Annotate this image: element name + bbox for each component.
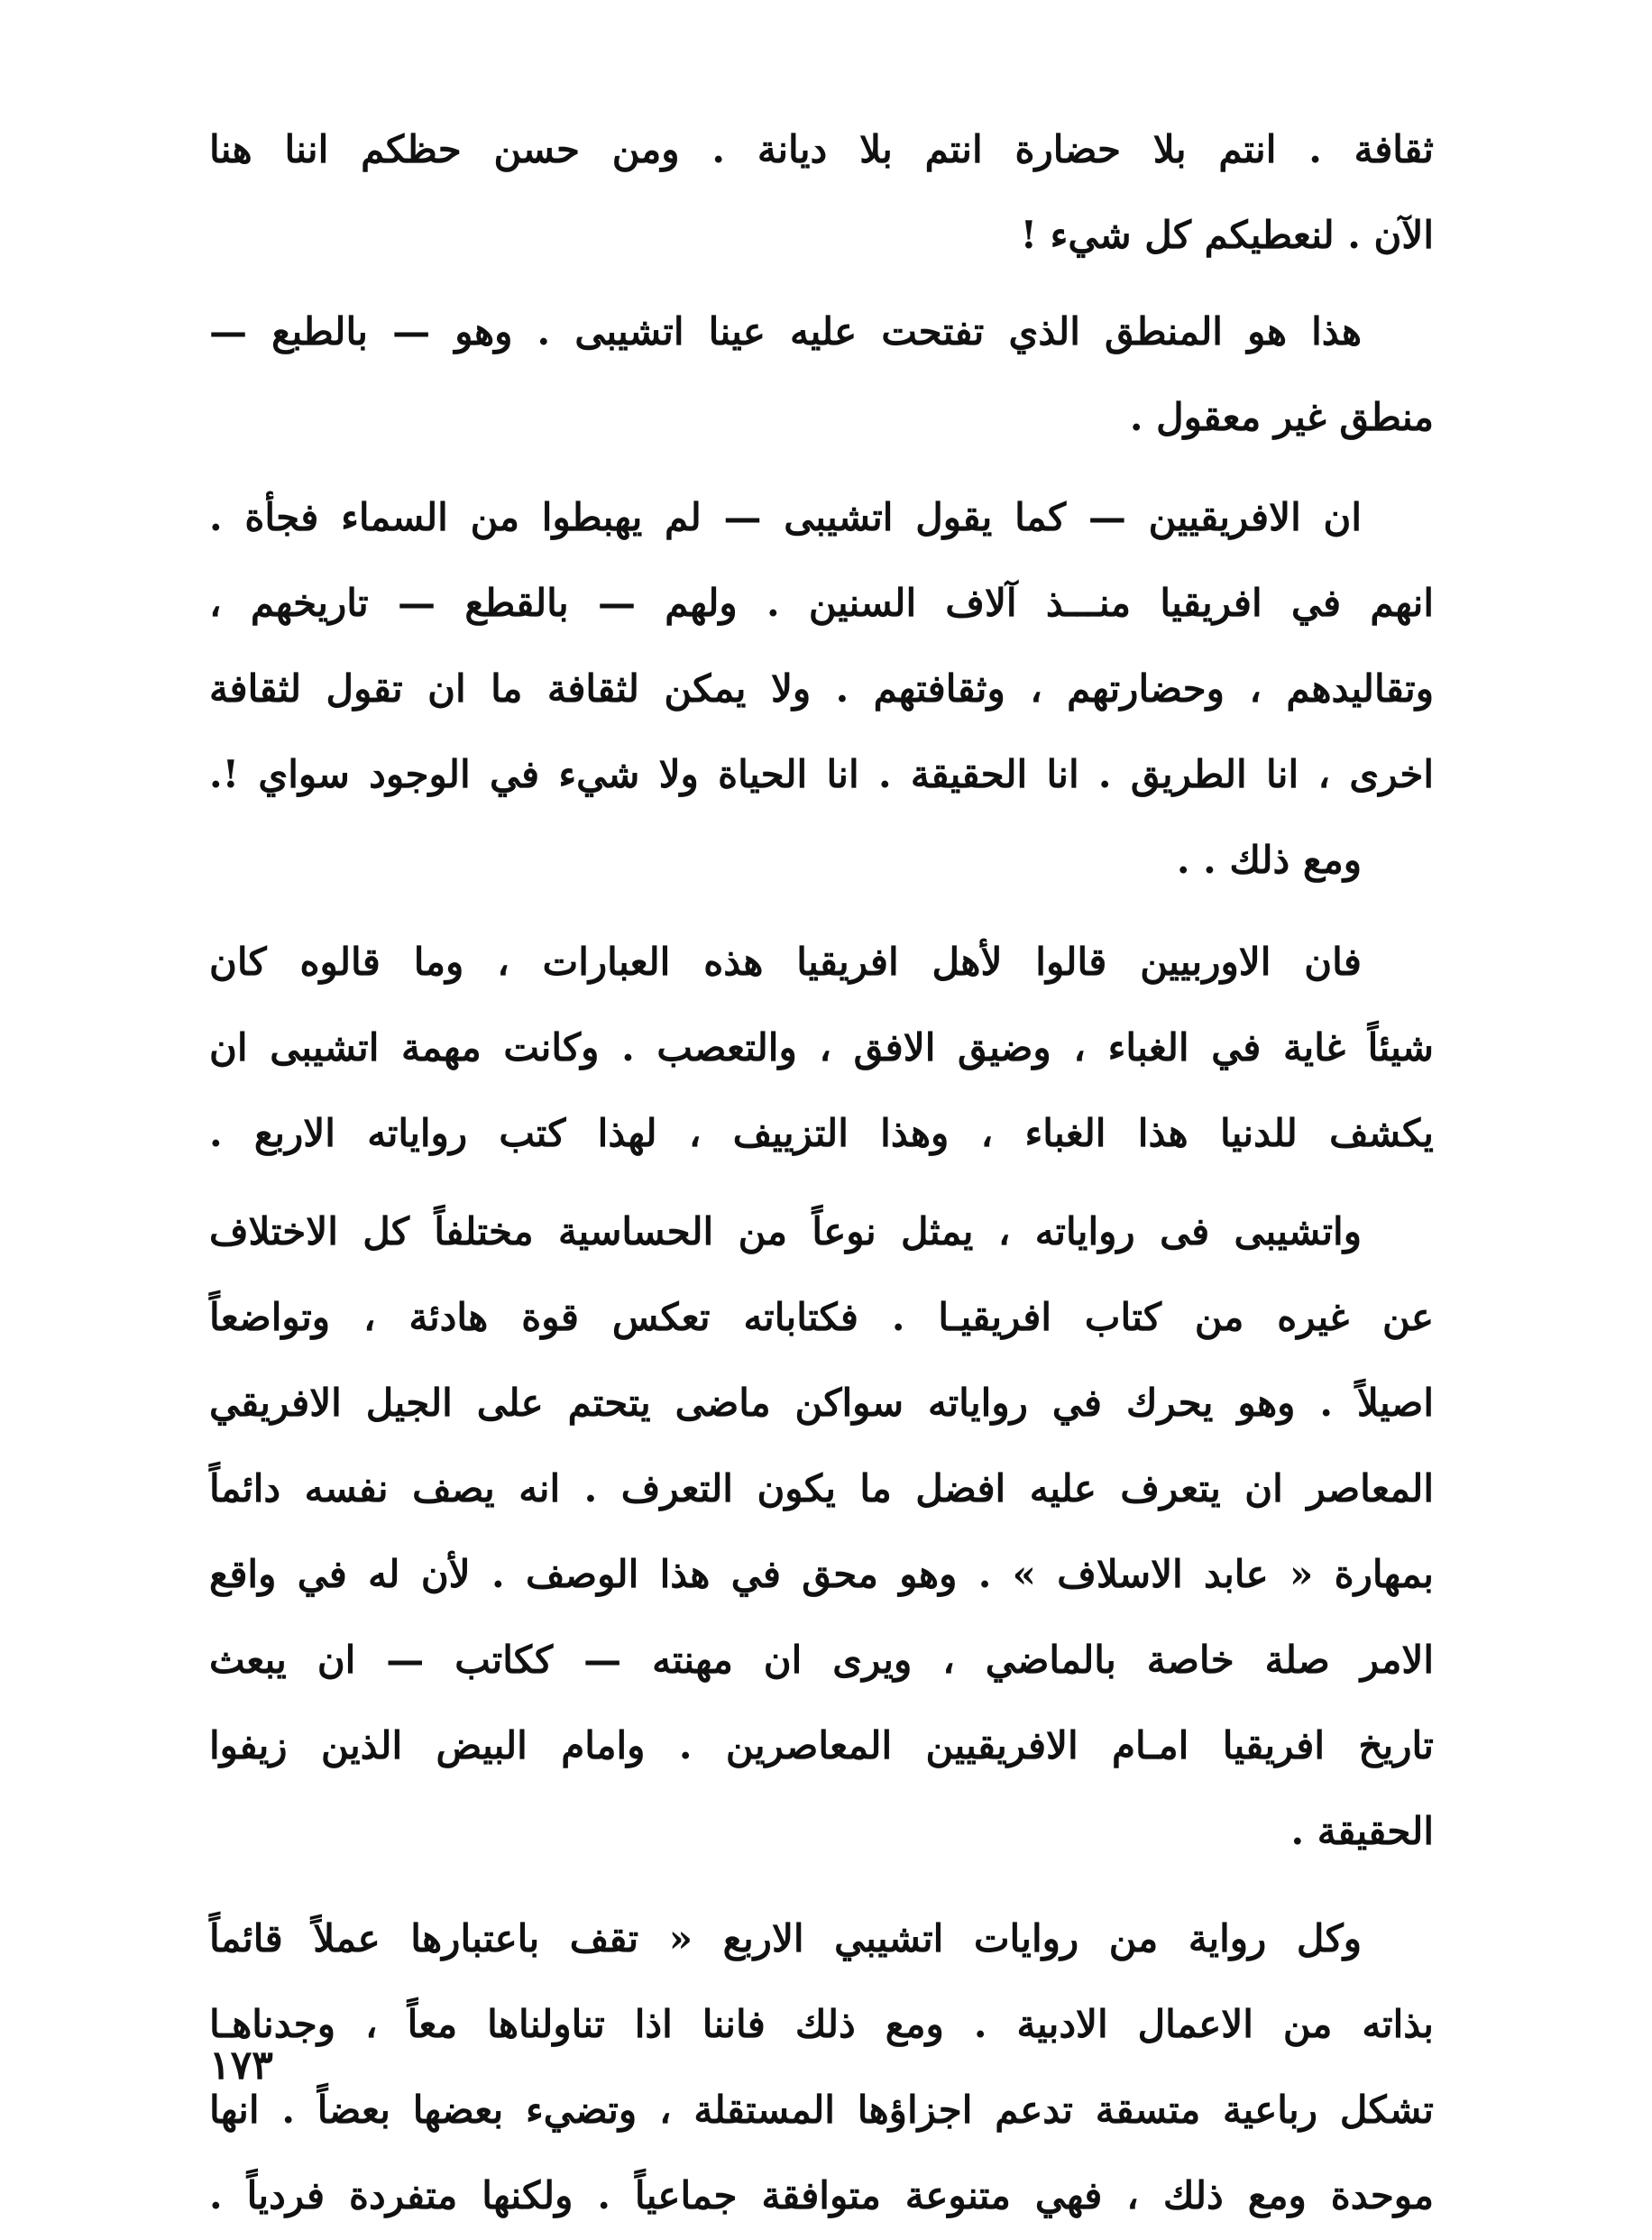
text-line: موحدة ومع ذلك ، فهي متنوعة متوافقة جماعياً . ولكنها متفردة فردياً . — [209, 2173, 1434, 2217]
text-line: وكل رواية من روايات اتشيبي الاربع « تقف باعتبارها عملاً قائماً — [209, 1916, 1362, 1960]
text-line: الحقيقة . — [1290, 1809, 1434, 1853]
paragraph — [209, 1189, 1434, 1874]
text-line: واتشيبى فى رواياته ، يمثل نوعاً من الحساسية مختلفاً كل الاختلاف — [209, 1209, 1362, 1253]
text-line: بذاته من الاعمال الادبية . ومع ذلك فاننا اذا تناولناها معاً ، وجدناهـا — [209, 2002, 1434, 2046]
paragraph — [209, 919, 1434, 1176]
text-line: منطق غير معقول . — [1129, 395, 1434, 439]
text-line: يكشف للدنيا هذا الغباء ، وهذا التزييف ، لهذا كتب رواياته الاربع . — [209, 1111, 1434, 1155]
text-line: شيئاً غاية في الغباء ، وضيق الافق ، والتعصب . وكانت مهمة اتشيبى ان — [209, 1025, 1434, 1070]
text-line: اخرى ، انا الطريق . انا الحقيقة . انا الحياة ولا شيء في الوجود سواي !. — [209, 752, 1434, 796]
page-number: ١٧٣ — [209, 2043, 273, 2089]
text-line: بمهارة « عابد الاسلاف » . وهو محق في هذا الوصف . لأن له في واقع — [209, 1552, 1434, 1596]
text-line: انهم في افريقيا منـــذ آلاف السنين . ولهم — بالقطع — تاريخهم ، — [209, 581, 1434, 625]
text-line: المعاصر ان يتعرف عليه افضل ما يكون التعرف . انه يصف نفسه دائماً — [209, 1466, 1434, 1510]
text-line: عن غيره من كتاب افريقيـا . فكتاباته تعكس قوة هادئة ، وتواضعاً — [209, 1295, 1434, 1339]
text-line: تاريخ افريقيا امـام الافريقيين المعاصرين . وامام البيض الذين زيفوا — [209, 1723, 1434, 1767]
paragraph — [209, 289, 1434, 460]
text-line: ثقافة . انتم بلا حضارة انتم بلا ديانة . ومن حسن حظكم اننا هنا — [209, 127, 1434, 171]
paragraph — [209, 474, 1434, 903]
text-line: وتقاليدهم ، وحضارتهم ، وثقافتهم . ولا يمكن لثقافة ما ان تقول لثقافة — [209, 666, 1434, 711]
text-line: فان الاوربيين قالوا لأهل افريقيا هذه العبارات ، وما قالوه كان — [209, 940, 1362, 984]
text-line: هذا هو المنطق الذي تفتحت عليه عينا اتشيبى . وهو — بالطبع — — [209, 309, 1362, 353]
text-line: الامر صلة خاصة بالماضي ، ويرى ان مهنته — ككاتب — ان يبعث — [209, 1638, 1434, 1682]
body-text — [209, 106, 1434, 2238]
text-line: الآن . لنعطيكم كل شيء ! — [1020, 213, 1434, 257]
text-line: ان الافريقيين — كما يقول اتشيبى — لم يهبطوا من السماء فجأة . — [209, 495, 1362, 539]
text-line: تشكل رباعية متسقة تدعم اجزاؤها المستقلة ، وتضيء بعضها بعضاً . انها — [209, 2088, 1434, 2132]
paragraph — [209, 1896, 1434, 2238]
paragraph — [209, 106, 1434, 278]
text-line: ومع ذلك . . — [1176, 838, 1362, 882]
text-line: اصيلاً . وهو يحرك في رواياته سواكن ماضى يتحتم على الجيل الافريقي — [209, 1381, 1434, 1425]
